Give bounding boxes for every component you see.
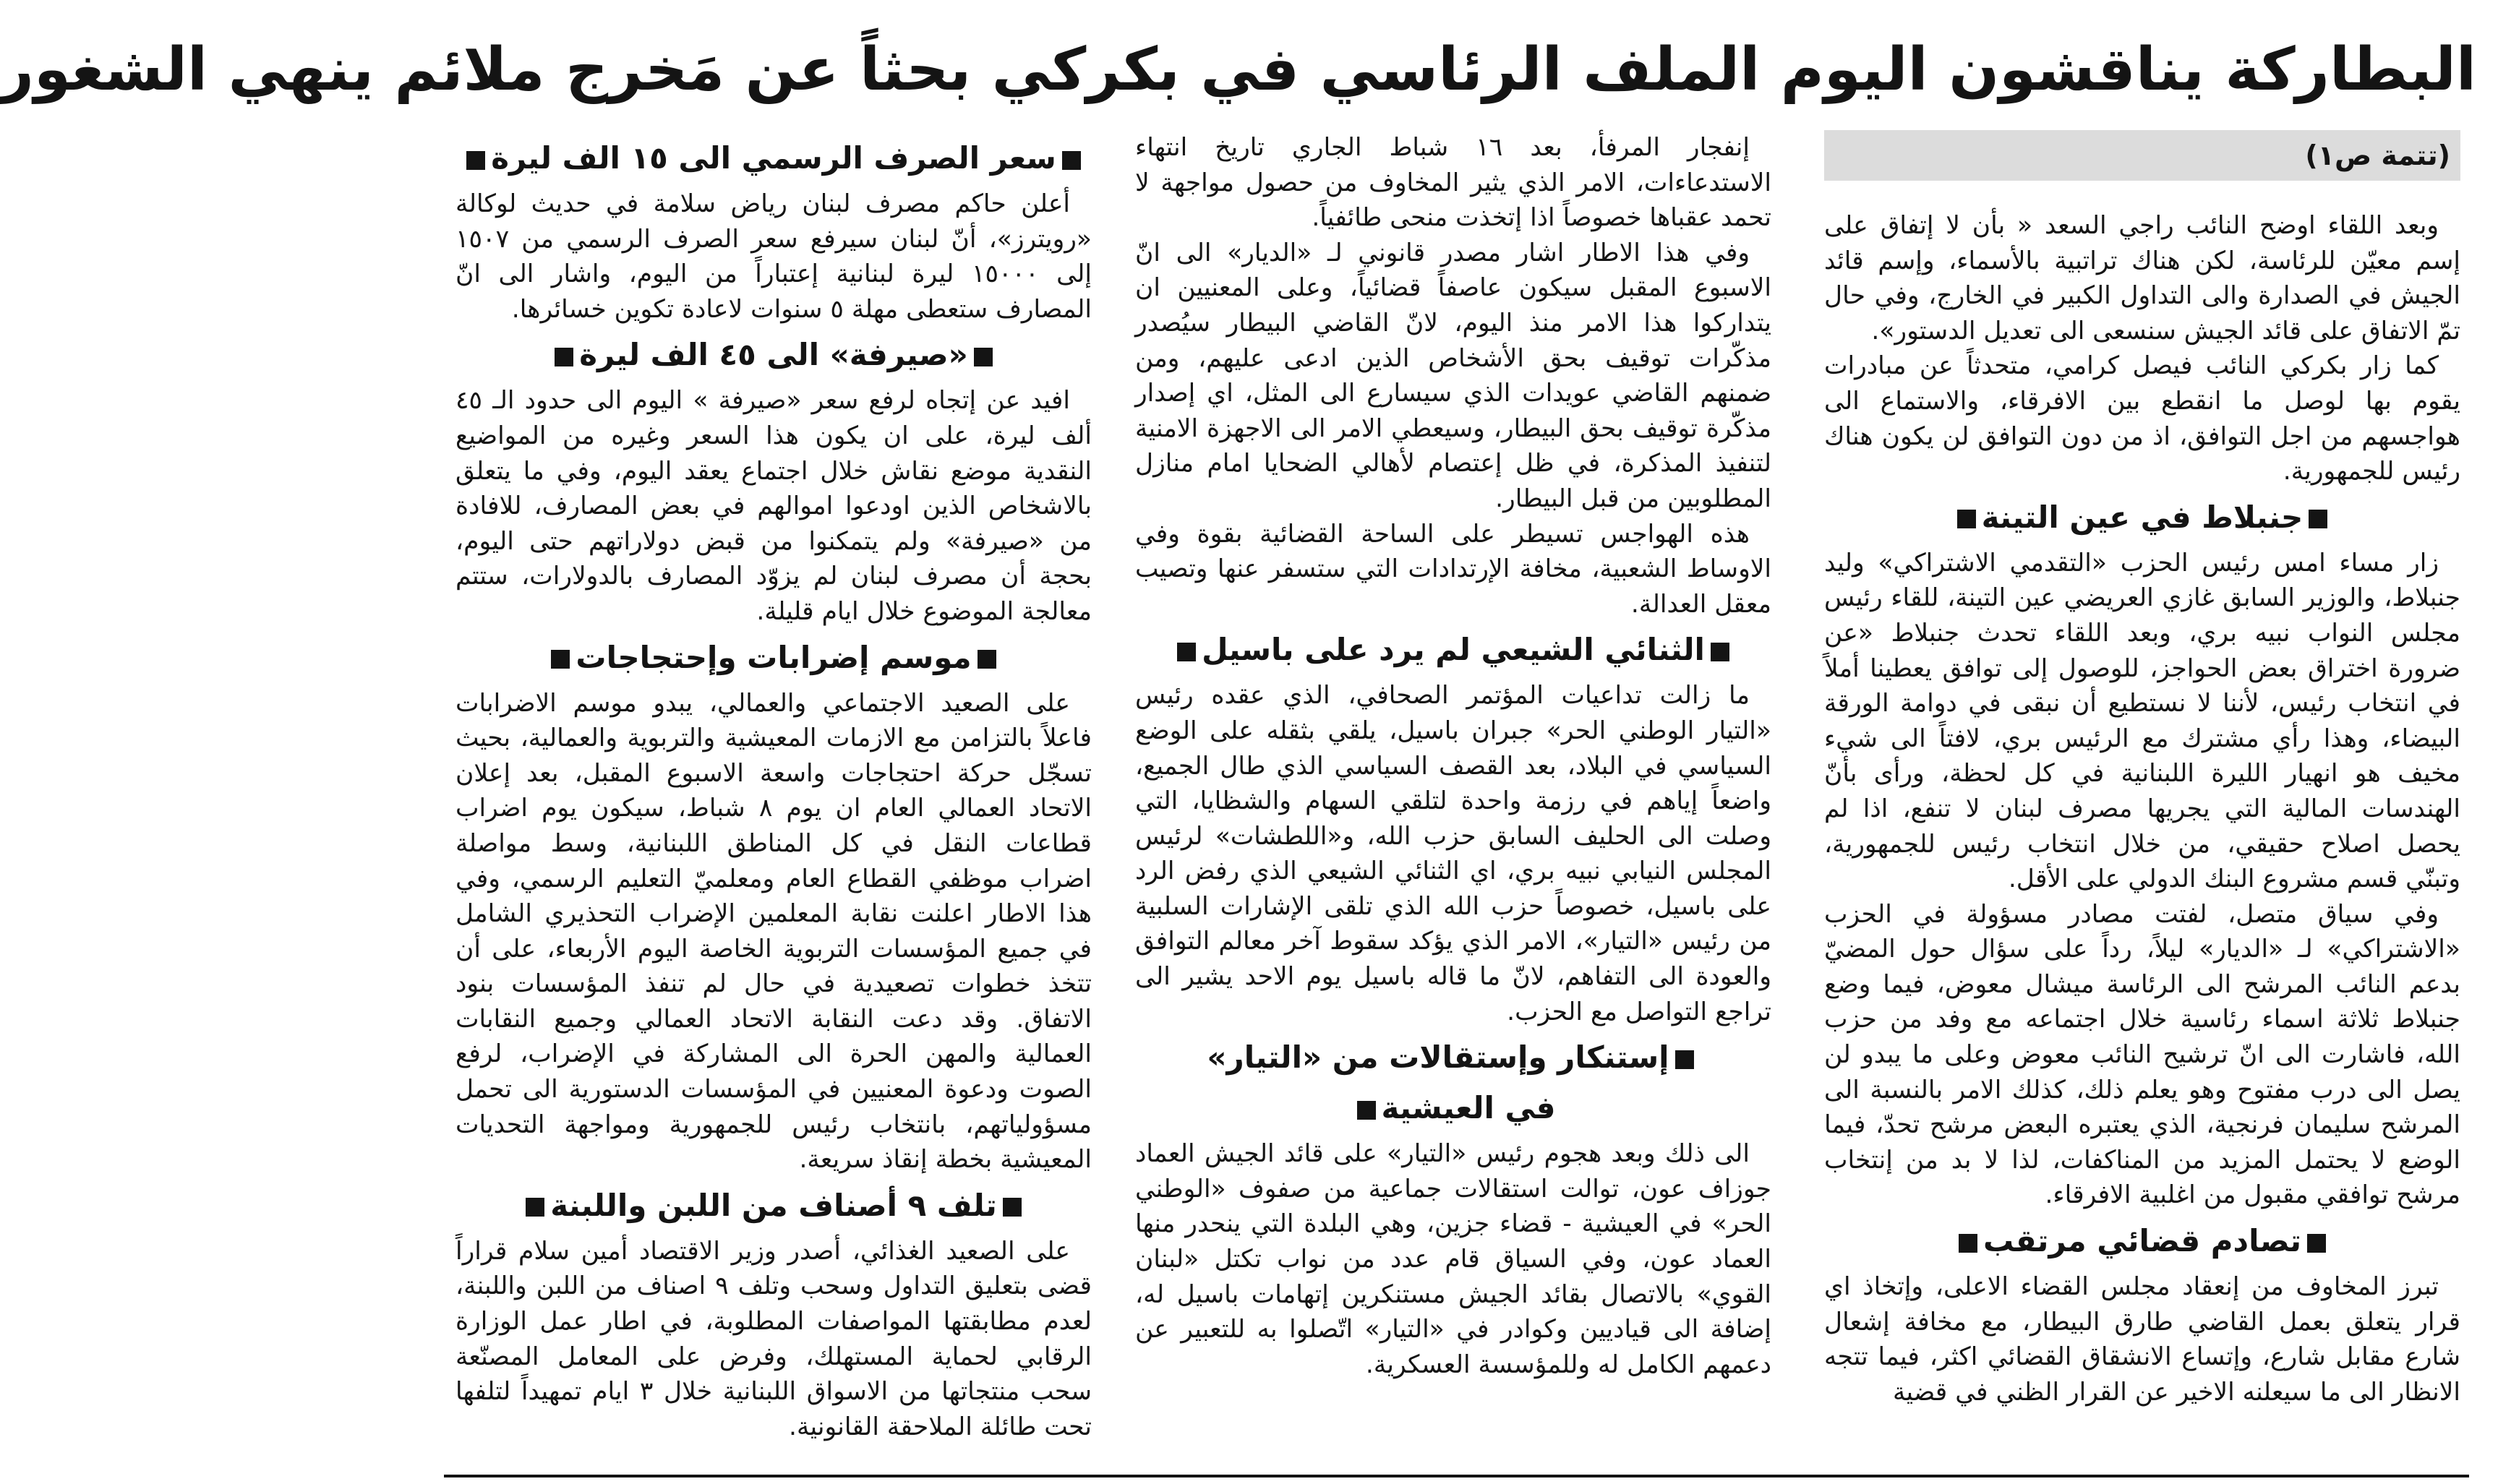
paragraph: تبرز المخاوف من إنعقاد مجلس القضاء الاعلى، وإتخاذ اي قرار يتعلق بعمل القاضي طارق البيطار، مع مخافة إشعال شارع مقابل شارع، وإتساع الانشقاق القضائي اكثر، فيما تتجه الانظار الى ما سيعلنه الاخير عن القرار الظني في قضية [1824,1272,2460,1407]
square-bullet-icon [466,151,485,170]
square-bullet-icon [1711,643,1729,661]
square-bullet-icon [1675,1050,1694,1069]
square-bullet-icon [555,348,573,366]
paragraph: وبعد اللقاء اوضح النائب راجي السعد « بأن لا إتفاق على إسم معيّن للرئاسة، لكن هناك تراتبية بالأسماء، وإسم قائد الجيش في الصدارة والى التداول الكبير في الخارج، وفي حال تمّ الاتفاق على قائد الجيش سنسعى الى تعديل الدستور». [1824,211,2460,346]
subheading [1824,495,2460,540]
main-headline: البطاركة يناقشون اليوم الملف الرئاسي في بكركي بحثاً عن مَخرج ملائم ينهي الشغور [0,35,2476,104]
paragraph: وفي هذا الاطار اشار مصدر قانوني لـ «الديار» الى انّ الاسبوع المقبل سيكون عاصفاً قضائياً، وعلى المعنيين ان يتداركوا هذا الامر منذ اليوم، لانّ القاضي البيطار سيُصدر مذكّرات توقيف بحق الأشخاص الذين ادعى عليهم، ومن ضمنهم القاضي عويدات الذي سيسارع الى المثل، اي إصدار مذكّرة توقيف بحق البيطار، وسيعطي الامر الى الاجهزة الامنية لتنفيذ المذكرة، في ظل إعتصام لأهالي الضحايا امام منازل المطلوبين من قبل البيطار. [1135,238,1771,513]
subheading-text: «صيرفة» الى ٤٥ الف ليرة [579,337,968,373]
subheading-text: جنبلاط في عين التينة [1981,499,2304,535]
paragraph: الى ذلك وبعد هجوم رئيس «التيار» على قائد الجيش العماد جوزاف عون، توالت استقالات جماعية من صفوف «الوطني الحر» في العيشية - قضاء جزين، وهي البلدة التي ينحدر منها العماد عون، وفي السياق قام عدد من نواب تكتل «لبنان القوي» بالاتصال بقائد الجيش مستنكرين إتهامات باسيل له، إضافة الى قياديين وكوادر في «التيار» اتّصلوا به للتعبير عن دعمهم الكامل له وللمؤسسة العسكرية. [1135,1139,1771,1379]
subheading-text: موسم إضرابات وإحتجاجات [576,639,972,675]
subheading-text: إستنكار وإستقالات من «التيار» [1207,1039,1669,1076]
column-right [1824,130,2460,1467]
subheading-text: الثنائي الشيعي لم يرد على باسيل [1202,632,1705,668]
subheading [455,136,1092,181]
subheading-text: تصادم قضائي مرتقب [1982,1223,2301,1259]
square-bullet-icon [1177,643,1196,661]
paragraph: أعلن حاكم مصرف لبنان رياض سلامة في حديث لوكالة «رويترز»، أنّ لبنان سيرفع سعر الصرف الرسمي من ١٥٠٧ إلى ١٥٠٠٠ ليرة لبنانية إعتباراً من اليوم، واشار الى انّ المصارف ستعطى مهلة ٥ سنوات لاعادة تكوين خسائرها. [455,189,1092,324]
subheading-text: تلف ٩ أصناف من اللبن واللبنة [550,1187,997,1223]
paragraph: هذه الهواجس تسيطر على الساحة القضائية بقوة وفي الاوساط الشعبية، مخافة الإرتدادات التي ستسفر عنها وتصيب معقل العدالة. [1135,519,1771,619]
square-bullet-icon [526,1198,544,1217]
subheading [455,333,1092,377]
square-bullet-icon [1957,510,1976,528]
paragraph: وفي سياق متصل، لفتت مصادر مسؤولة في الحزب «الاشتراكي» لـ «الديار» ليلاً، رداً على سؤال حول المضيّ بدعم النائب المرشح الى الرئاسة ميشال معوض، فيما وضع جنبلاط ثلاثة اسماء رئاسية خلال اجتماعه مع وفد من حزب الله، فاشارت الى انّ ترشيح النائب معوض وعلى ما يبدو لن يصل الى درب مفتوح وهو يعلم ذلك، كذلك الامر بالنسبة الى المرشح سليمان فرنجية، الذي يعتبره البعض مرشح تحدّ، فيما الوضع لا يحتمل المزيد من المناكفات، لذا لا بد من إنتخاب مرشح توافقي مقبول من اغلبية الافرقاء. [1824,899,2460,1210]
paragraph: ما زالت تداعيات المؤتمر الصحافي، الذي عقده رئيس «التيار الوطني الحر» جبران باسيل، يلقي بثقله على الوضع السياسي في البلاد، بعد القصف السياسي الذي طال الجميع، واضعاً إياهم في رزمة واحدة لتلقي السهام والشظايا، التي وصلت الى الحليف السابق حزب الله، و«اللطشات» لرئيس المجلس النيابي نبيه بري، اي الثنائي الشيعي الذي رفض الرد على باسيل، خصوصاً حزب الله الذي تلقى الإشارات السلبية من رئيس «التيار»، الامر الذي يؤكد سقوط آخر معالم التوافق والعودة الى التفاهم، لانّ ما قاله باسيل يوم الاحد يشير الى تراجع التواصل مع الحزب. [1135,681,1771,1026]
subheading [455,1183,1092,1228]
square-bullet-icon [2307,1234,2326,1253]
bottom-divider [444,1475,2469,1477]
square-bullet-icon [1062,151,1081,170]
paragraph: على الصعيد الغذائي، أصدر وزير الاقتصاد أمين سلام قراراً قضى بتعليق التداول وسحب وتلف ٩ اصناف من اللبن واللبنة، لعدم مطابقتها المواصفات المطلوبة، في اطار عمل الوزارة الرقابي لحماية المستهلك، وفرض على المعامل المصنّعة سحب منتجاتها من الاسواق اللبنانية خلال ٣ ايام تمهيداً لتلفها تحت طائلة الملاحقة القانونية. [455,1236,1092,1441]
square-bullet-icon [978,650,996,669]
square-bullet-icon [1003,1198,1022,1217]
subheading-text: في العيشية [1381,1090,1556,1126]
continuation-label: (تتمة ص١) [1824,130,2460,181]
square-bullet-icon [1959,1234,1977,1253]
paragraph: إنفجار المرفأ، بعد ١٦ شباط الجاري تاريخ انتهاء الاستدعاءات، الامر الذي يثير المخاوف من حصول مواجهة لا تحمد عقباها خصوصاً اذا إتخذت منحى طائفياً. [1135,133,1771,233]
square-bullet-icon [1357,1101,1376,1120]
subheading [1824,1219,2460,1264]
subheading [1135,1035,1771,1080]
subheading [1135,1086,1771,1131]
square-bullet-icon [551,650,570,669]
paragraph: كما زار بكركي النائب فيصل كرامي، متحدثاً عن مبادرات يقوم بها لوصل ما انقطع بين الافرقاء، والاستماع الى هواجسهم من اجل التوافق، اذ من دون التوافق لن يكون هناك رئيس للجمهورية. [1824,351,2460,486]
square-bullet-icon [2309,510,2327,528]
paragraph: على الصعيد الاجتماعي والعمالي، يبدو موسم الاضرابات فاعلاً بالتزامن مع الازمات المعيشية والتربوية والعمالية، بحيث تسجّل حركة احتجاجات واسعة الاسبوع المقبل، بعد إعلان الاتحاد العمالي العام ان يوم ٨ شباط، سيكون يوم اضراب قطاعات النقل في كل المناطق اللبنانية، وسط مواصلة اضراب موظفي القطاع العام ومعلميّ التعليم الرسمي، وفي هذا الاطار اعلنت نقابة المعلمين الإضراب التحذيري الشامل في جميع المؤسسات التربوية الخاصة اليوم الأربعاء، على أن تتخذ خطوات تصعيدية في حال لم تنفذ المؤسسات بنود الاتفاق. وقد دعت النقابة الاتحاد العمالي وجميع النقابات العمالية والمهن الحرة الى المشاركة في الإضراب، لرفع الصوت ودعوة المعنيين في المؤسسات الدستورية الى تحمل مسؤولياتهم، بانتخاب رئيس للجمهورية ومواجهة التحديات المعيشية بخطة إنقاذ سريعة. [455,688,1092,1175]
column-left [455,130,1092,1467]
paragraph: زار مساء امس رئيس الحزب «التقدمي الاشتراكي» وليد جنبلاط، والوزير السابق غازي العريضي عين التينة، للقاء رئيس مجلس النواب نبيه بري، وبعد اللقاء تحدث جنبلاط «عن ضرورة اختراق بعض الحواجز، للوصول إلى توافق يعطينا أملاً في انتخاب رئيس، لأننا لا نستطيع أن نبقى في دوامة الورقة البيضاء، وهذا رأي مشترك مع الرئيس بري، لافتاً الى شيء مخيف هو انهيار الليرة اللبنانية في كل لحظة، ورأى بأنّ الهندسات المالية التي يجريها مصرف لبنان لا تنفع، اذا لم يحصل اصلاح حقيقي، من خلال انتخاب رئيس للجمهورية، وتبنّي قسم مشروع البنك الدولي على الأقل. [1824,548,2460,894]
column-middle [1135,130,1771,1467]
subheading-text: سعر الصرف الرسمي الى ١٥ الف ليرة [491,140,1056,176]
subheading [455,635,1092,680]
subheading [1135,627,1771,672]
square-bullet-icon [974,348,993,366]
paragraph: افيد عن إتجاه لرفع سعر «صيرفة » اليوم الى حدود الـ ٤٥ ألف ليرة، على ان يكون هذا السعر وغيره من المواضيع النقدية موضع نقاش خلال اجتماع يعقد اليوم، وفي ما يتعلق بالاشخاص الذين اودعوا اموالهم في بعض المصارف، للافادة من «صيرفة» ولم يتمكنوا من قبض دولاراتهم حتى اليوم، بحجة أن مصرف لبنان لم يزوّد المصارف بالدولارات، ستتم معالجة الموضوع خلال ايام قليلة. [455,386,1092,626]
